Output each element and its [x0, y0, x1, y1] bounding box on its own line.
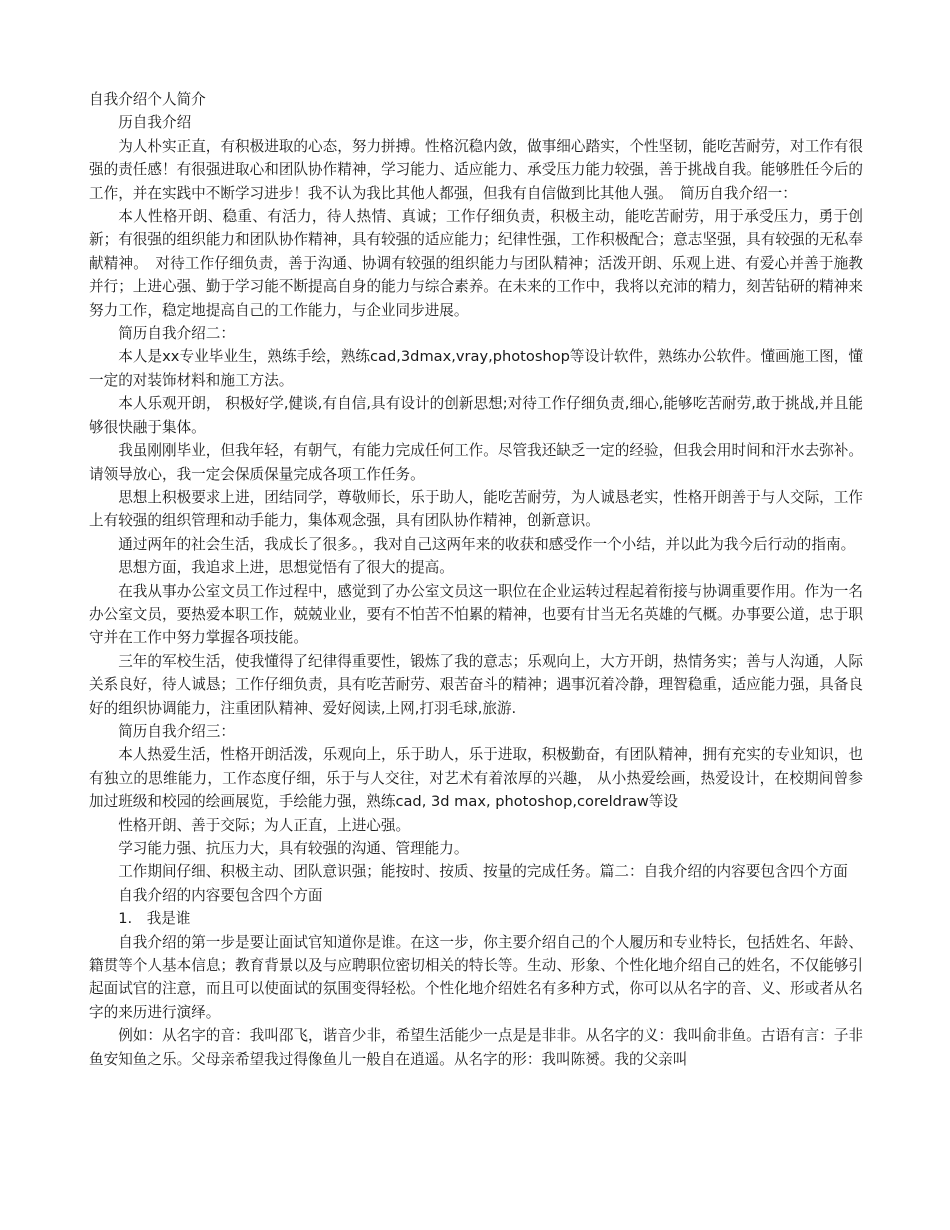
- paragraph: 思想方面，我追求上进，思想觉悟有了很大的提高。: [118, 559, 454, 577]
- paragraph: 本人乐观开朗， 积极好学,健谈,有自信,具有设计的创新思想;对待工作仔细负责,细心,能够吃苦耐劳,敢于挑战,并且能够很快融于集体。: [89, 395, 863, 436]
- paragraph: 历自我介绍: [118, 114, 192, 132]
- paragraph: 自我介绍的第一步是要让面试官知道你是谁。在这一步，你主要介绍自己的个人履历和专业特长，包括姓名、年龄、籍贯等个人基本信息；教育背景以及与应聘职位密切相关的特长等。生动、形象、个性化地介绍自己的姓名，不仅能够引起面试官的注意，而且可以使面试的氛围变得轻松。个性化地介绍姓名有多种方式，你可以从名字的音、义、形或者从名字的来历进行演绎。: [89, 933, 863, 1021]
- paragraph: 通过两年的社会生活，我成长了很多。，我对自己这两年来的收获和感受作一个小结，并以此为我今后行动的指南。: [118, 535, 856, 553]
- section-heading: 简历自我介绍三：: [118, 722, 235, 740]
- paragraph: 三年的军校生活，使我懂得了纪律得重要性，锻炼了我的意志；乐观向上，大方开朗，热情务实；善与人沟通，人际关系良好，待人诚恳；工作仔细负责，具有吃苦耐劳、艰苦奋斗的精神；遇事沉着冷静，理智稳重，适应能力强，具备良好的组织协调能力，注重团队精神、爱好阅读,上网,打羽毛球,旅游.: [89, 652, 863, 717]
- paragraph: 为人朴实正直，有积极进取的心态，努力拼搏。性格沉稳内敛，做事细心踏实，个性坚韧，能吃苦耐劳，对工作有很强的责任感！有很强进取心和团队协作精神，学习能力、适应能力、承受压力能力较强，善于挑战自我。能够胜任今后的工作，并在实践中不断学习进步！我不认为我比其他人都强，但我有自信做到比其他人强。 简历自我介绍一：: [89, 137, 863, 202]
- paragraph: 工作期间仔细、积极主动、团队意识强；能按时、按质、按量的完成任务。篇二：自我介绍的内容要包含四个方面: [118, 863, 848, 881]
- paragraph: 学习能力强、抗压力大，具有较强的沟通、管理能力。: [118, 840, 469, 857]
- paragraph: 本人是xx专业毕业生，熟练手绘，熟练cad,3dmax,vray,photoshop等设计软件，熟练办公软件。懂画施工图，懂一定的对装饰材料和施工方法。: [89, 348, 863, 389]
- paragraph: 性格开朗、善于交际；为人正直，上进心强。: [118, 816, 411, 834]
- section-heading: 简历自我介绍二：: [118, 325, 235, 343]
- paragraph: 本人热爱生活，性格开朗活泼，乐观向上，乐于助人，乐于进取，积极勤奋，有团队精神，拥有充实的专业知识，也有独立的思维能力，工作态度仔细，乐于与人交往，对艺术有着浓厚的兴趣， 从小热爱绘画，热爱设计，在校期间曾参加过班级和校园的绘画展览，手绘能力强，熟练cad, 3d max, photoshop,coreldraw等设: [89, 746, 863, 811]
- paragraph: 本人性格开朗、稳重、有活力，待人热情、真诚；工作仔细负责，积极主动，能吃苦耐劳，用于承受压力，勇于创新；有很强的组织能力和团队协作精神，具有较强的适应能力；纪律性强，工作积极配合；意志坚强，具有较强的无私奉献精神。 对待工作仔细负责，善于沟通、协调有较强的组织能力与团队精神；活泼开朗、乐观上进、有爱心并善于施教并行；上进心强、勤于学习能不断提高自身的能力与综合素养。在未来的工作中，我将以充沛的精力，刻苦钻研的精神来努力工作，稳定地提高自己的工作能力，与企业同步进展。: [89, 208, 863, 319]
- paragraph: 在我从事办公室文员工作过程中，感觉到了办公室文员这一职位在企业运转过程起着衔接与协调重要作用。作为一名办公室文员，要热爱本职工作，兢兢业业，要有不怕苦不怕累的精神，也要有甘当无名英雄的气概。办事要公道，忠于职守并在工作中努力掌握各项技能。: [89, 582, 863, 647]
- section-heading: 自我介绍的内容要包含四个方面: [118, 886, 323, 904]
- paragraph: 思想上积极要求上进，团结同学，尊敬师长，乐于助人，能吃苦耐劳，为人诚恳老实，性格开朗善于与人交际，工作上有较强的组织管理和动手能力，集体观念强，具有团队协作精神，创新意识。: [89, 488, 863, 530]
- paragraph: 我虽刚刚毕业，但我年轻，有朝气，有能力完成任何工作。尽管我还缺乏一定的经验，但我会用时间和汗水去弥补。请领导放心，我一定会保质保量完成各项工作任务。: [89, 442, 863, 483]
- paragraph: 例如：从名字的音：我叫邵飞，谐音少非，希望生活能少一点是是非非。从名字的义：我叫俞非鱼。古语有言：子非鱼安知鱼之乐。父母亲希望我过得像鱼儿一般自在逍遥。从名字的形：我叫陈赟。我的父亲叫: [89, 1027, 863, 1068]
- document-title: 自我介绍个人简介: [89, 91, 206, 108]
- document-page: [89, 88, 863, 1071]
- numbered-heading: 1. 我是谁: [118, 910, 191, 928]
